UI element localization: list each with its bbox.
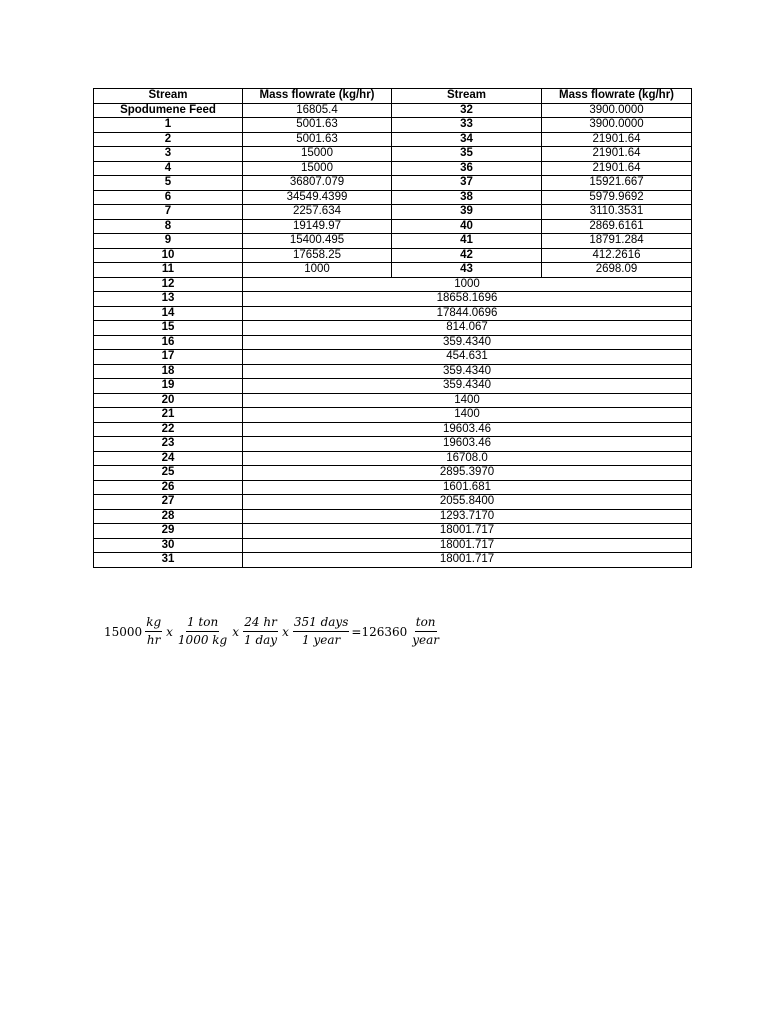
flowrate-cell: 17844.0696 [243,306,692,321]
stream-cell: 36 [392,161,542,176]
flowrate-cell: 1000 [243,263,392,278]
table-row [94,350,692,365]
flowrate-cell: 17658.25 [243,248,392,263]
flowrate-cell: 412.2616 [542,248,692,263]
flowrate-cell: 18001.717 [243,553,692,568]
flowrate-cell: 2257.634 [243,205,392,220]
stream-cell: 30 [94,538,243,553]
stream-cell: 10 [94,248,243,263]
flowrate-cell: 16708.0 [243,451,692,466]
stream-cell: 7 [94,205,243,220]
header-flowrate-1: Mass flowrate (kg/hr) [243,89,392,104]
table-row [94,248,692,263]
stream-cell: 6 [94,190,243,205]
stream-cell: 16 [94,335,243,350]
fraction-days-per-year [293,616,350,647]
equals-sign: = [351,624,362,639]
stream-cell: 13 [94,292,243,307]
table-row [94,524,692,539]
fraction-hr-per-day [243,616,278,647]
flowrate-cell: 36807.079 [243,176,392,191]
stream-cell: 26 [94,480,243,495]
stream-cell: 22 [94,422,243,437]
stream-cell: 34 [392,132,542,147]
flowrate-cell: 2869.6161 [542,219,692,234]
fraction-denominator: 1 year [302,633,341,647]
table-row [94,480,692,495]
fraction-numerator: kg [145,616,162,632]
stream-cell: 32 [392,103,542,118]
flowrate-cell: 1400 [243,408,692,423]
flowrate-cell: 19603.46 [243,437,692,452]
table-row [94,161,692,176]
flowrate-cell: 21901.64 [542,132,692,147]
stream-flowrate-table [93,88,692,568]
flowrate-cell: 15400.495 [243,234,392,249]
header-flowrate-2: Mass flowrate (kg/hr) [542,89,692,104]
table-row [94,495,692,510]
stream-cell: Spodumene Feed [94,103,243,118]
table-row [94,553,692,568]
fraction-ton-per-kg [177,616,228,647]
flowrate-cell: 15921.667 [542,176,692,191]
stream-cell: 23 [94,437,243,452]
fraction-denominator: year [412,633,440,647]
header-stream-2: Stream [392,89,542,104]
table-row [94,364,692,379]
table-row [94,321,692,336]
stream-cell: 35 [392,147,542,162]
fraction-ton-per-year [411,616,440,647]
stream-cell: 25 [94,466,243,481]
fraction-denominator: 1000 kg [177,633,228,647]
flowrate-cell: 3900.0000 [542,103,692,118]
stream-cell: 15 [94,321,243,336]
stream-cell: 14 [94,306,243,321]
stream-cell: 11 [94,263,243,278]
table-row [94,335,692,350]
flowrate-cell: 18001.717 [243,538,692,553]
table-row [94,422,692,437]
flowrate-cell: 814.067 [243,321,692,336]
flowrate-cell: 359.4340 [243,364,692,379]
stream-cell: 29 [94,524,243,539]
table-row [94,451,692,466]
flowrate-cell: 21901.64 [542,161,692,176]
table-row [94,408,692,423]
table-row [94,538,692,553]
conversion-formula [104,616,442,647]
stream-cell: 18 [94,364,243,379]
flowrate-cell: 15000 [243,161,392,176]
flowrate-cell: 5001.63 [243,118,392,133]
flowrate-cell: 18791.284 [542,234,692,249]
formula-result: 126360 [361,624,408,639]
multiply-sign: x [282,624,289,639]
table-row [94,147,692,162]
flowrate-cell: 19149.97 [243,219,392,234]
table-row [94,176,692,191]
stream-cell: 42 [392,248,542,263]
fraction-numerator: 24 hr [243,616,278,632]
flowrate-cell: 2895.3970 [243,466,692,481]
stream-cell: 31 [94,553,243,568]
flowrate-cell: 18658.1696 [243,292,692,307]
stream-cell: 38 [392,190,542,205]
stream-cell: 24 [94,451,243,466]
stream-cell: 28 [94,509,243,524]
stream-cell: 17 [94,350,243,365]
stream-cell: 12 [94,277,243,292]
flowrate-cell: 1400 [243,393,692,408]
stream-cell: 43 [392,263,542,278]
stream-cell: 33 [392,118,542,133]
flowrate-cell: 34549.4399 [243,190,392,205]
stream-cell: 37 [392,176,542,191]
table-row [94,379,692,394]
flowrate-cell: 454.631 [243,350,692,365]
multiply-sign: x [166,624,173,639]
flowrate-cell: 21901.64 [542,147,692,162]
table-row [94,277,692,292]
flowrate-cell: 5979.9692 [542,190,692,205]
fraction-numerator: 1 ton [186,616,219,632]
table-row [94,190,692,205]
flowrate-cell: 18001.717 [243,524,692,539]
flowrate-cell: 359.4340 [243,335,692,350]
table-header-row [94,89,692,104]
stream-cell: 4 [94,161,243,176]
table-row [94,263,692,278]
stream-cell: 1 [94,118,243,133]
table-body [94,103,692,567]
stream-cell: 2 [94,132,243,147]
table-row [94,205,692,220]
table-row [94,219,692,234]
flowrate-cell: 16805.4 [243,103,392,118]
stream-cell: 27 [94,495,243,510]
flowrate-cell: 1293.7170 [243,509,692,524]
table-row [94,466,692,481]
flowrate-cell: 19603.46 [243,422,692,437]
table-row [94,103,692,118]
flowrate-cell: 2055.8400 [243,495,692,510]
table-row [94,437,692,452]
stream-cell: 21 [94,408,243,423]
table-row [94,132,692,147]
stream-cell: 19 [94,379,243,394]
flowrate-cell: 15000 [243,147,392,162]
table-row [94,118,692,133]
table-row [94,509,692,524]
fraction-denominator: 1 day [244,633,278,647]
stream-cell: 5 [94,176,243,191]
flowrate-cell: 1601.681 [243,480,692,495]
multiply-sign: x [232,624,240,639]
stream-cell: 9 [94,234,243,249]
flowrate-cell: 5001.63 [243,132,392,147]
table-row [94,306,692,321]
stream-cell: 40 [392,219,542,234]
stream-cell: 20 [94,393,243,408]
stream-cell: 39 [392,205,542,220]
flowrate-cell: 1000 [243,277,692,292]
stream-cell: 8 [94,219,243,234]
header-stream-1: Stream [94,89,243,104]
flowrate-cell: 3110.3531 [542,205,692,220]
table-row [94,393,692,408]
table-row [94,292,692,307]
table-row [94,234,692,249]
flowrate-cell: 2698.09 [542,263,692,278]
formula-lead-value: 15000 [104,624,143,639]
flowrate-cell: 359.4340 [243,379,692,394]
stream-cell: 3 [94,147,243,162]
fraction-denominator: hr [146,633,161,647]
fraction-numerator: 351 days [293,616,350,632]
fraction-numerator: ton [415,616,437,632]
stream-cell: 41 [392,234,542,249]
flowrate-cell: 3900.0000 [542,118,692,133]
fraction-kg-per-hr [145,616,162,647]
